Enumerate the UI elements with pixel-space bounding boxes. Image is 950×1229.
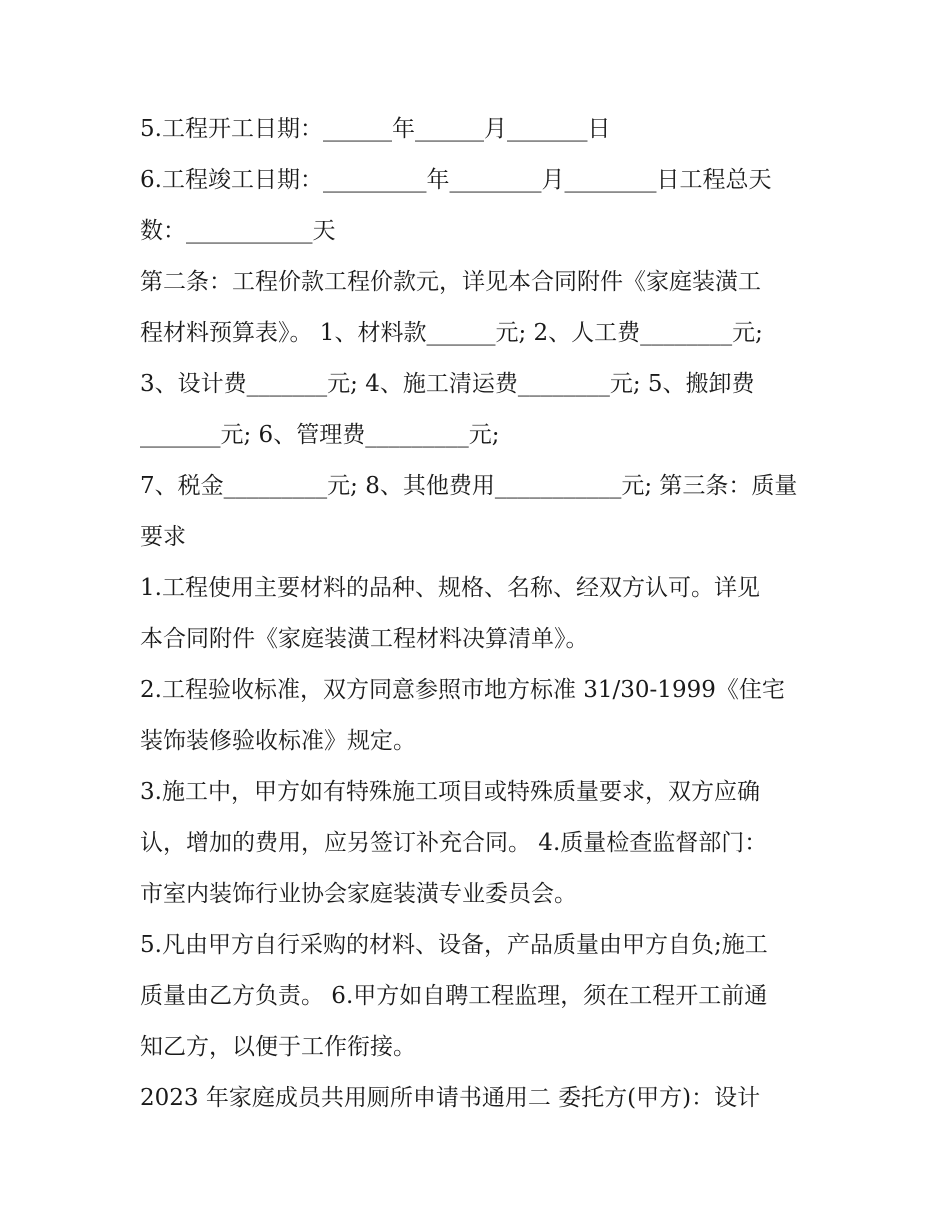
text-line: 数：___________天 <box>140 218 336 244</box>
text-line: 本合同附件《家庭装潢工程材料决算清单》。 <box>140 626 589 652</box>
document-body <box>140 104 820 1124</box>
text-line: 要求 <box>140 524 186 550</box>
text-line: 知乙方，以便于工作衔接。 <box>140 1034 416 1060</box>
text-line: 6.工程竣工日期：_________年________月________日工程总天 <box>140 167 772 193</box>
text-line: 5.凡由甲方自行采购的材料、设备，产品质量由甲方自负;施工 <box>140 932 768 958</box>
text-line: 装饰装修验收标准》规定。 <box>140 728 416 754</box>
text-line: 1.工程使用主要材料的品种、规格、名称、经双方认可。详见 <box>140 575 760 601</box>
text-line: 7、税金_________元; 8、其他费用___________元; 第三条：质量 <box>140 473 798 499</box>
text-line: 市室内装饰行业协会家庭装潢专业委员会。 <box>140 881 577 907</box>
text-line: 3.施工中，甲方如有特殊施工项目或特殊质量要求，双方应确 <box>140 779 760 805</box>
text-line: 认，增加的费用，应另签订补充合同。 4.质量检查监督部门： <box>140 830 768 856</box>
text-line: 2023 年家庭成员共用厕所申请书通用二 委托方(甲方)：设计 <box>140 1085 761 1111</box>
text-line: 2.工程验收标准，双方同意参照市地方标准 31/30-1999《住宅 <box>140 677 785 703</box>
text-line: 3、设计费_______元; 4、施工清运费________元; 5、搬卸费 <box>140 371 755 397</box>
text-line: _______元; 6、管理费_________元; <box>140 422 500 448</box>
text-line: 第二条：工程价款工程价款元，详见本合同附件《家庭装潢工 <box>140 269 761 295</box>
text-line: 程材料预算表》。 1、材料款______元; 2、人工费________元; <box>140 320 763 346</box>
text-line: 5.工程开工日期：______年______月_______日 <box>140 116 611 142</box>
text-line: 质量由乙方负责。 6.甲方如自聘工程监理，须在工程开工前通 <box>140 983 768 1009</box>
